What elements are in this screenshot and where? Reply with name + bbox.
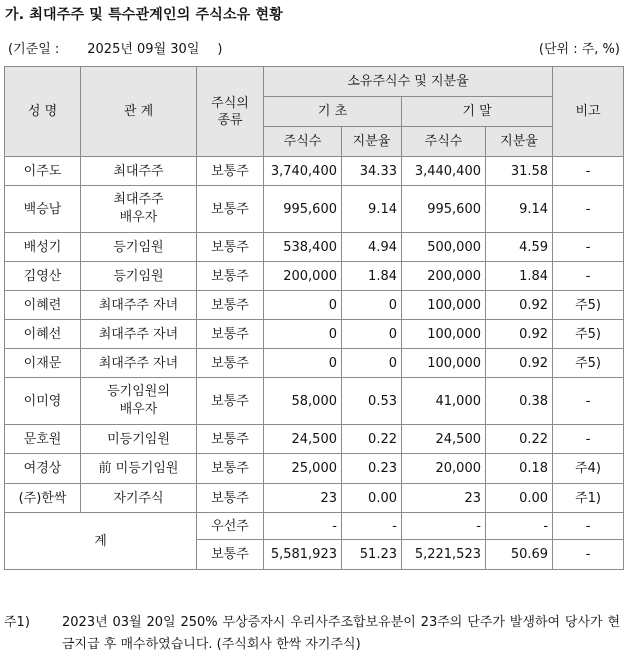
cell-begin-ratio: 1.84 bbox=[342, 262, 402, 291]
reference-date bbox=[8, 38, 222, 57]
section-title: 가. 최대주주 및 특수관계인의 주식소유 현황 bbox=[5, 7, 283, 23]
cell-remark: - bbox=[553, 378, 624, 425]
cell-type: 보통주 bbox=[197, 233, 264, 262]
cell-relation: 등기임원 bbox=[81, 233, 197, 262]
cell-end-ratio: 0.92 bbox=[486, 349, 553, 378]
cell-relation: 최대주주 bbox=[81, 157, 197, 186]
header-name: 성 명 bbox=[5, 67, 81, 157]
cell-end-ratio: 31.58 bbox=[486, 157, 553, 186]
cell-remark: 주5) bbox=[553, 320, 624, 349]
cell-remark: - bbox=[553, 513, 624, 540]
cell-type: 보통주 bbox=[197, 157, 264, 186]
header-stock-type: 주식의 종류 bbox=[197, 67, 264, 157]
cell-end-ratio: 0.92 bbox=[486, 291, 553, 320]
cell-end-ratio: 1.84 bbox=[486, 262, 553, 291]
cell-end-shares: 24,500 bbox=[402, 425, 486, 454]
reference-date-close: ) bbox=[217, 42, 223, 57]
cell-name: 백승남 bbox=[5, 186, 81, 233]
cell-name: 배성기 bbox=[5, 233, 81, 262]
cell-end-ratio: 0.00 bbox=[486, 484, 553, 513]
cell-begin-ratio: 51.23 bbox=[342, 540, 402, 570]
table-body bbox=[5, 157, 624, 513]
total-label: 계 bbox=[5, 513, 197, 570]
cell-begin-shares: 23 bbox=[264, 484, 342, 513]
cell-relation: 최대주주 배우자 bbox=[81, 186, 197, 233]
cell-end-ratio: 50.69 bbox=[486, 540, 553, 570]
cell-begin-shares: 25,000 bbox=[264, 454, 342, 484]
cell-begin-shares: 995,600 bbox=[264, 186, 342, 233]
cell-remark: - bbox=[553, 540, 624, 570]
cell-end-shares: 23 bbox=[402, 484, 486, 513]
header-end-shares: 주식수 bbox=[402, 127, 486, 157]
cell-remark: 주4) bbox=[553, 454, 624, 484]
cell-type: 보통주 bbox=[197, 349, 264, 378]
table-row bbox=[5, 291, 624, 320]
table-row bbox=[5, 320, 624, 349]
header-end: 기 말 bbox=[402, 97, 553, 127]
cell-remark: - bbox=[553, 186, 624, 233]
cell-remark: 주5) bbox=[553, 291, 624, 320]
unit-label: (단위 : 주, %) bbox=[538, 42, 620, 57]
cell-relation: 자기주식 bbox=[81, 484, 197, 513]
cell-type: 보통주 bbox=[197, 262, 264, 291]
cell-type: 보통주 bbox=[197, 540, 264, 570]
cell-end-ratio: 0.38 bbox=[486, 378, 553, 425]
table-row bbox=[5, 454, 624, 484]
header-relation: 관 계 bbox=[81, 67, 197, 157]
cell-end-shares: 20,000 bbox=[402, 454, 486, 484]
cell-begin-shares: - bbox=[264, 513, 342, 540]
cell-begin-ratio: 0.23 bbox=[342, 454, 402, 484]
table-row bbox=[5, 157, 624, 186]
cell-relation: 미등기임원 bbox=[81, 425, 197, 454]
cell-remark: - bbox=[553, 157, 624, 186]
table-row bbox=[5, 233, 624, 262]
cell-end-ratio: 0.92 bbox=[486, 320, 553, 349]
footnote-text: 2023년 03월 20일 250% 무상증자시 우리사주조합보유분이 23주의 단주가 발생하여 당사가 현금지급 후 매수하였습니다. (주식회사 한싹 자기주식) bbox=[62, 615, 620, 652]
cell-begin-shares: 24,500 bbox=[264, 425, 342, 454]
cell-end-shares: 995,600 bbox=[402, 186, 486, 233]
cell-end-ratio: 9.14 bbox=[486, 186, 553, 233]
cell-type: 보통주 bbox=[197, 378, 264, 425]
cell-end-shares: 100,000 bbox=[402, 320, 486, 349]
cell-name: 이미영 bbox=[5, 378, 81, 425]
cell-type: 우선주 bbox=[197, 513, 264, 540]
header-holdings: 소유주식수 및 지분율 bbox=[264, 67, 553, 97]
header-begin-shares: 주식수 bbox=[264, 127, 342, 157]
header-end-ratio: 지분율 bbox=[486, 127, 553, 157]
cell-type: 보통주 bbox=[197, 425, 264, 454]
cell-end-shares: 41,000 bbox=[402, 378, 486, 425]
cell-end-shares: 5,221,523 bbox=[402, 540, 486, 570]
shareholding-table bbox=[4, 66, 624, 570]
cell-begin-shares: 0 bbox=[264, 320, 342, 349]
reference-date-value: 2025년 09월 30일 bbox=[87, 42, 200, 57]
cell-begin-ratio: 4.94 bbox=[342, 233, 402, 262]
cell-name: (주)한싹 bbox=[5, 484, 81, 513]
cell-remark: 주5) bbox=[553, 349, 624, 378]
cell-type: 보통주 bbox=[197, 320, 264, 349]
cell-begin-ratio: - bbox=[342, 513, 402, 540]
cell-relation: 등기임원 bbox=[81, 262, 197, 291]
cell-begin-ratio: 0.00 bbox=[342, 484, 402, 513]
cell-name: 이혜선 bbox=[5, 320, 81, 349]
table-total bbox=[5, 513, 624, 570]
cell-type: 보통주 bbox=[197, 484, 264, 513]
footnote-label: 주1) bbox=[4, 615, 30, 630]
header-begin-ratio: 지분율 bbox=[342, 127, 402, 157]
cell-begin-ratio: 0 bbox=[342, 349, 402, 378]
cell-end-ratio: 0.22 bbox=[486, 425, 553, 454]
cell-type: 보통주 bbox=[197, 291, 264, 320]
cell-begin-shares: 58,000 bbox=[264, 378, 342, 425]
cell-begin-ratio: 9.14 bbox=[342, 186, 402, 233]
cell-begin-ratio: 0.53 bbox=[342, 378, 402, 425]
cell-relation: 최대주주 자녀 bbox=[81, 349, 197, 378]
cell-end-ratio: 4.59 bbox=[486, 233, 553, 262]
reference-date-label: (기준일 : bbox=[8, 42, 60, 57]
cell-begin-ratio: 34.33 bbox=[342, 157, 402, 186]
cell-end-shares: 200,000 bbox=[402, 262, 486, 291]
table-row bbox=[5, 378, 624, 425]
cell-end-shares: 100,000 bbox=[402, 291, 486, 320]
cell-end-ratio: - bbox=[486, 513, 553, 540]
cell-begin-shares: 0 bbox=[264, 349, 342, 378]
cell-relation: 등기임원의 배우자 bbox=[81, 378, 197, 425]
cell-begin-shares: 5,581,923 bbox=[264, 540, 342, 570]
cell-end-shares: 500,000 bbox=[402, 233, 486, 262]
cell-type: 보통주 bbox=[197, 186, 264, 233]
cell-end-shares: - bbox=[402, 513, 486, 540]
table-row bbox=[5, 425, 624, 454]
cell-name: 이혜련 bbox=[5, 291, 81, 320]
cell-name: 문호원 bbox=[5, 425, 81, 454]
cell-remark: - bbox=[553, 425, 624, 454]
cell-name: 여경상 bbox=[5, 454, 81, 484]
cell-relation: 최대주주 자녀 bbox=[81, 291, 197, 320]
cell-begin-ratio: 0 bbox=[342, 291, 402, 320]
table-row bbox=[5, 349, 624, 378]
cell-remark: 주1) bbox=[553, 484, 624, 513]
cell-relation: 최대주주 자녀 bbox=[81, 320, 197, 349]
cell-begin-ratio: 0.22 bbox=[342, 425, 402, 454]
total-row-preferred bbox=[5, 513, 624, 540]
header-remark: 비고 bbox=[553, 67, 624, 157]
cell-begin-shares: 0 bbox=[264, 291, 342, 320]
cell-relation: 前 미등기임원 bbox=[81, 454, 197, 484]
table-row bbox=[5, 484, 624, 513]
table-row bbox=[5, 186, 624, 233]
header-begin: 기 초 bbox=[264, 97, 402, 127]
cell-end-shares: 100,000 bbox=[402, 349, 486, 378]
cell-end-shares: 3,440,400 bbox=[402, 157, 486, 186]
cell-begin-ratio: 0 bbox=[342, 320, 402, 349]
cell-name: 이재문 bbox=[5, 349, 81, 378]
cell-begin-shares: 200,000 bbox=[264, 262, 342, 291]
cell-begin-shares: 3,740,400 bbox=[264, 157, 342, 186]
cell-remark: - bbox=[553, 233, 624, 262]
cell-end-ratio: 0.18 bbox=[486, 454, 553, 484]
cell-begin-shares: 538,400 bbox=[264, 233, 342, 262]
cell-remark: - bbox=[553, 262, 624, 291]
table-row bbox=[5, 262, 624, 291]
cell-name: 김영산 bbox=[5, 262, 81, 291]
cell-name: 이주도 bbox=[5, 157, 81, 186]
cell-type: 보통주 bbox=[197, 454, 264, 484]
